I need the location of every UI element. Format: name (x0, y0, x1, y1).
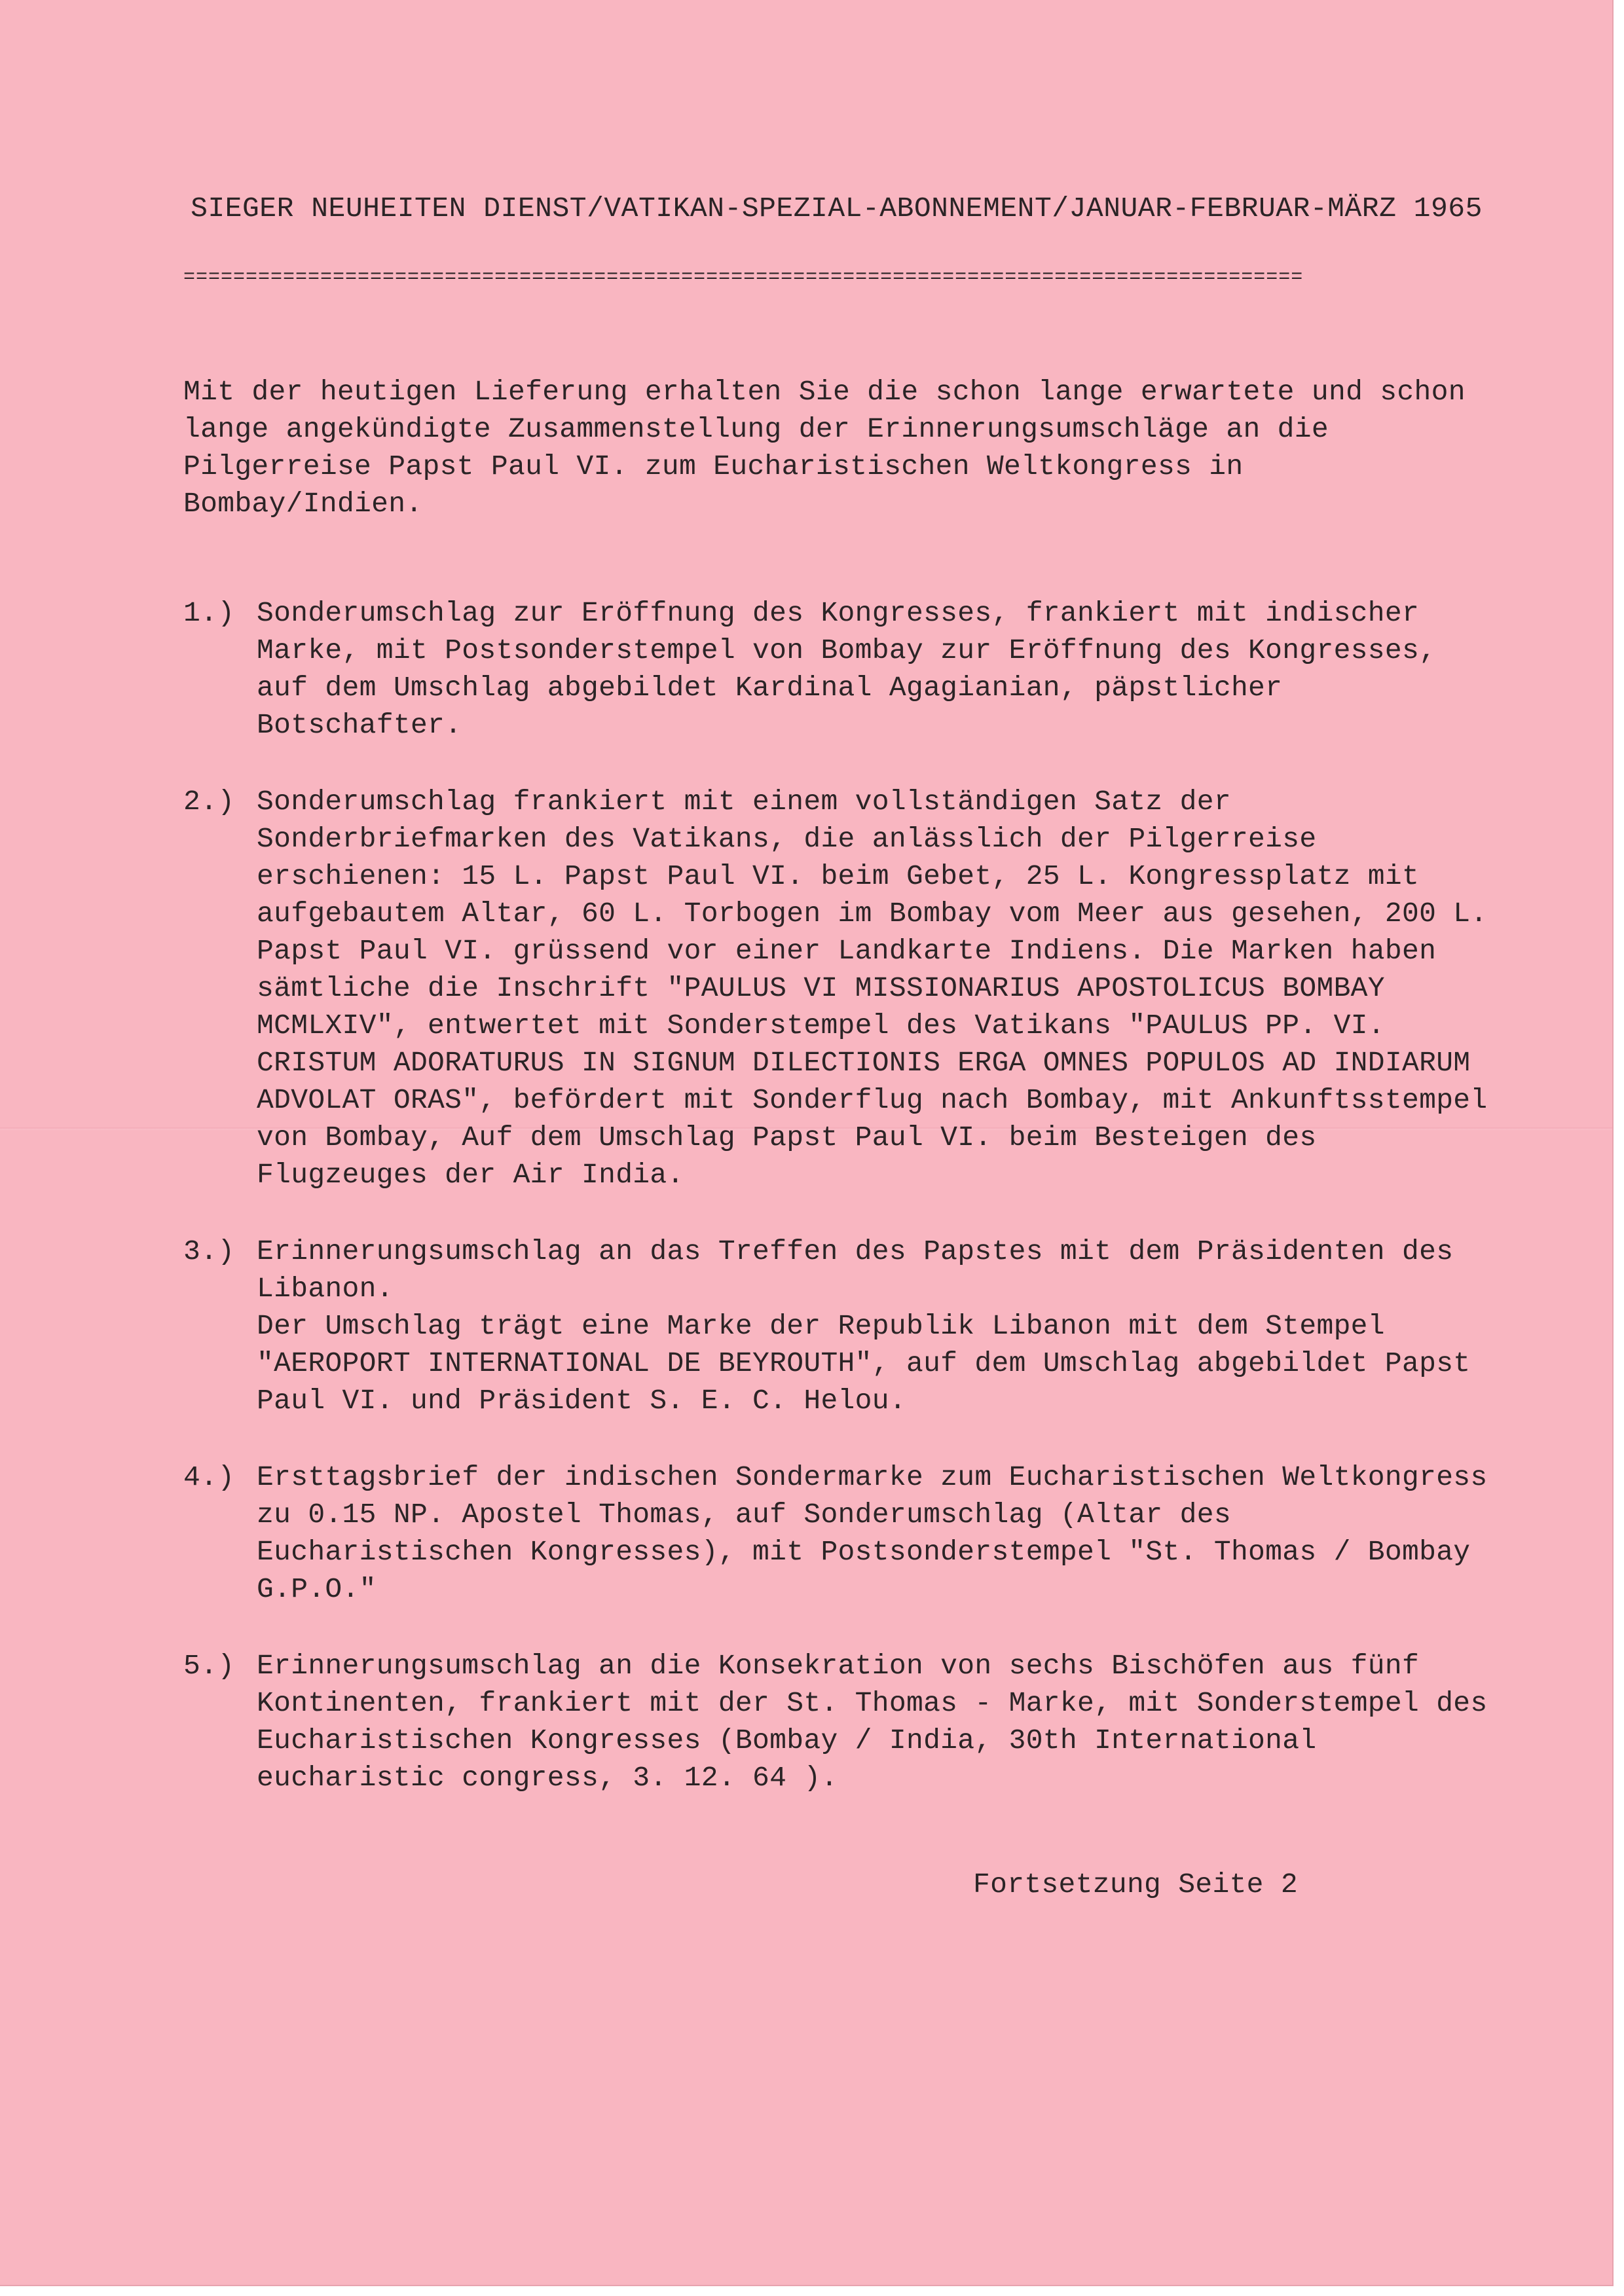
document-title: SIEGER NEUHEITEN DIENST/VATIKAN-SPEZIAL-ABONNEMENT/JANUAR-FEBRUAR-MÄRZ 1965 (191, 192, 1483, 225)
item-list (183, 594, 1493, 1836)
item-text: Sonderumschlag zur Eröffnung des Kongresses, frankiert mit indischer Marke, mit Postsonderstempel von Bombay zur Eröffnung des Kongresses, auf dem Umschlag abgebildet Kardinal Agagianian, päpstlicher Botschafter. (257, 597, 1437, 741)
list-item-2 (183, 783, 1493, 1194)
continuation-note: Fortsetzung Seite 2 (973, 1868, 1298, 1901)
list-item-5 (183, 1647, 1493, 1796)
title-underline-rule: ========================================================================================== (183, 266, 1304, 289)
item-number: 2.) (183, 786, 235, 818)
list-item-3 (183, 1233, 1493, 1419)
list-item-4 (183, 1459, 1493, 1608)
item-number: 5.) (183, 1650, 235, 1682)
item-number: 4.) (183, 1461, 235, 1493)
intro-paragraph: Mit der heutigen Lieferung erhalten Sie die schon lange erwartete und schon lange angekündigte Zusammenstellung der Erinnerungsumschläge an die Pilgerreise Papst Paul VI. zum Eucharistischen Weltkongress in Bombay/Indien. (183, 376, 1466, 520)
item-text: Ersttagsbrief der indischen Sondermarke zum Eucharistischen Weltkongress zu 0.15 NP. Apostel Thomas, auf Sonderumschlag (Altar des Eucharistischen Kongresses), mit Postsonderstempel "St. Thomas / Bombay G.P.O." (257, 1461, 1488, 1605)
item-number: 3.) (183, 1235, 235, 1267)
item-number: 1.) (183, 597, 235, 629)
list-item-1 (183, 594, 1493, 744)
item-text: Erinnerungsumschlag an das Treffen des Papstes mit dem Präsidenten des Libanon. Der Umschlag trägt eine Marke der Republik Libanon mit dem Stempel "AEROPORT INTERNATIONAL DE BEYROUTH", auf dem Umschlag abgebildet Papst Paul VI. und Präsident S. E. C. Helou. (257, 1235, 1471, 1417)
item-text: Erinnerungsumschlag an die Konsekration von sechs Bischöfen aus fünf Kontinenten, frankiert mit der St. Thomas - Marke, mit Sonderstempel des Eucharistischen Kongresses (Bombay / India, 30th International eucharistic congress, 3. 12. 64 ). (257, 1650, 1488, 1794)
item-text: Sonderumschlag frankiert mit einem vollständigen Satz der Sonderbriefmarken des Vatikans, die anlässlich der Pilgerreise erschienen: 15 L. Papst Paul VI. beim Gebet, 25 L. Kongressplatz mit aufgebautem Altar, 60 L. Torbogen im Bombay vom Meer aus gesehen, 200 L. Papst Paul VI. grüssend vor einer Landkarte Indiens. Die Marken haben sämtliche die Inschrift "PAULUS VI MISSIONARIUS APOSTOLICUS BOMBAY MCMLXIV", entwertet mit Sonderstempel des Vatikans "PAULUS PP. VI. CRISTUM ADORATURUS IN SIGNUM DILECTIONIS ERGA OMNES POPULOS AD INDIARUM ADVOLAT ORAS", befördert mit Sonderflug nach Bombay, mit Ankunftsstempel von Bombay, Auf dem Umschlag Papst Paul VI. beim Besteigen des Flugzeuges der Air India. (257, 786, 1488, 1191)
